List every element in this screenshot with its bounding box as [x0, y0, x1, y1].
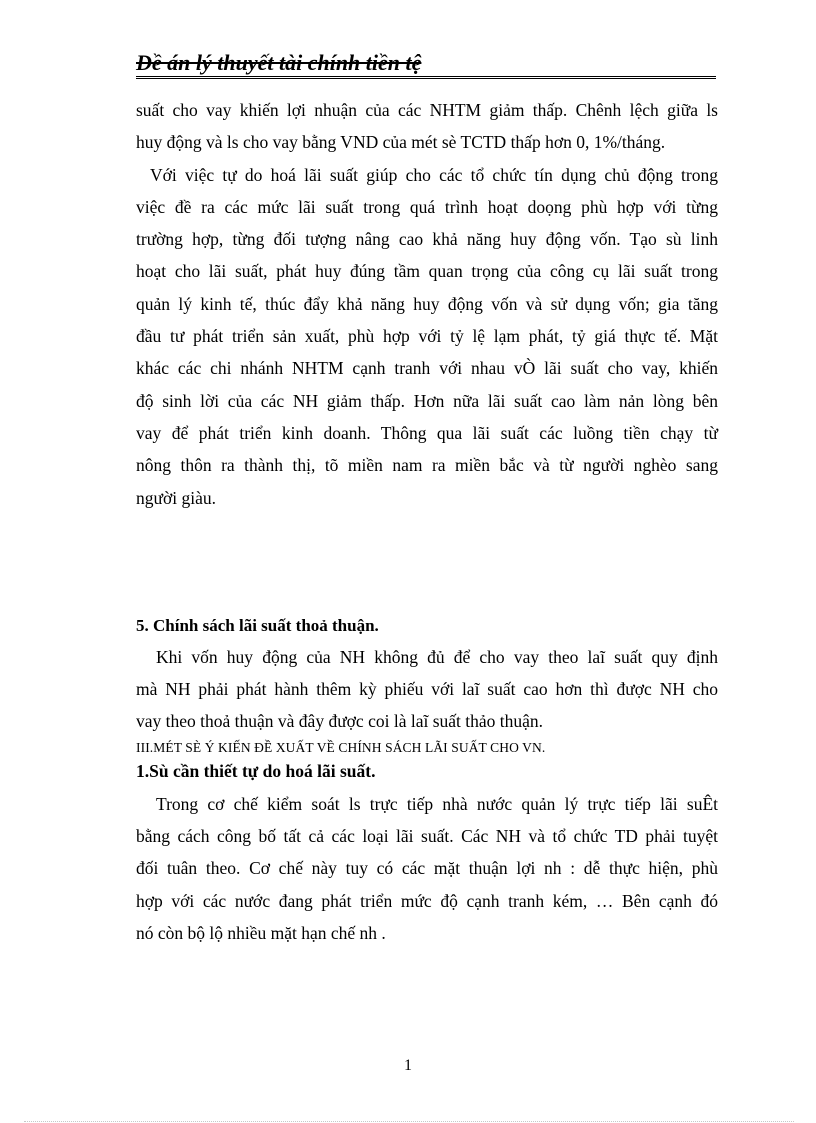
- text-line: hợp với các nước đang phát triển mức độ cạnh tranh kém, … Bên cạnh đó: [136, 890, 718, 911]
- text-line: hoạt cho lãi suất, phát huy đúng tầm quan trọng của công cụ lãi suất trong: [136, 261, 718, 282]
- document-body: [136, 94, 718, 949]
- section-5-heading: 5. Chính sách lãi suất thoả thuận.: [136, 615, 379, 635]
- text-line: Với việc tự do hoá lãi suất giúp cho các tổ chức tín dụng chủ động trong: [150, 164, 718, 185]
- blank-space: [136, 514, 718, 611]
- page-bottom-divider: [24, 1121, 794, 1122]
- text-line: đối tuân theo. Cơ chế này tuy có các mặt thuận lợi nh : dễ thực hiện, phù: [136, 858, 718, 879]
- text-line: nông thôn ra thành thị, tõ miền nam ra miền bắc và từ người nghèo sang: [136, 455, 718, 476]
- text-line: trường hợp, từng đối tượng nâng cao khả năng huy động vốn. Tạo sù linh: [136, 229, 718, 250]
- text-line: vay theo thoả thuận và đây được coi là laĩ suất thảo thuận.: [136, 711, 544, 732]
- subsection-1-heading: 1.Sù cần thiết tự do hoá lãi suất.: [136, 760, 376, 781]
- paragraph-2: [136, 159, 718, 514]
- text-line: Trong cơ chế kiểm soát ls trực tiếp nhà nước quản lý trực tiếp lãi suÊt: [156, 793, 718, 814]
- section-3-heading: III.MÉT SÈ Ý KIẾN ĐỀ XUẤT VỀ CHÍNH SÁCH LÃI SUẤT CHO VN.: [136, 739, 546, 755]
- paragraph-4: [136, 788, 718, 949]
- paragraph-1: [136, 94, 718, 159]
- page-number: 1: [404, 1057, 412, 1074]
- text-line: nó còn bộ lộ nhiều mặt hạn chế nh .: [136, 922, 386, 943]
- text-line: độ sinh lời của các NH giảm thấp. Hơn nữa lãi suất cao làm nản lòng bên: [136, 390, 718, 411]
- text-line: mà NH phải phát hành thêm kỳ phiếu với laĩ suất cao hơn thì được NH cho: [136, 679, 718, 700]
- text-line: bằng cách công bố tất cả các loại lãi suất. Các NH và tổ chức TD phải tuyệt: [136, 826, 718, 847]
- header-title: Đề án lý thuyết tài chính tiền tệ: [136, 50, 422, 75]
- text-line: vay để phát triển kinh doanh. Thông qua lãi suất các luồng tiền chạy từ: [136, 422, 718, 443]
- text-line: Khi vốn huy động của NH không đủ để cho vay theo laĩ suất quy định: [156, 646, 718, 667]
- text-line: suất cho vay khiến lợi nhuận của các NHTM giảm thấp. Chênh lệch giữa ls: [136, 100, 718, 120]
- document-header: [136, 50, 716, 79]
- text-line: khác các chi nhánh NHTM cạnh tranh với nhau vÒ lãi suất cho vay, khiến: [136, 358, 718, 379]
- text-line: đầu tư phát triển sản xuất, phù hợp với tỷ lệ lạm phát, tỷ giá thực tế. Mặt: [136, 326, 718, 347]
- text-line: quản lý kinh tế, thúc đẩy khả năng huy động vốn và sử dụng vốn; gia tăng: [136, 293, 718, 314]
- paragraph-3: [136, 641, 718, 738]
- text-line: người giàu.: [136, 487, 216, 508]
- text-line: huy động và ls cho vay bằng VND của mét sè TCTD thấp hơn 0, 1%/tháng.: [136, 132, 666, 153]
- text-line: việc đề ra các mức lãi suất trong quá trình hoạt doọng phù hợp với từng: [136, 196, 718, 217]
